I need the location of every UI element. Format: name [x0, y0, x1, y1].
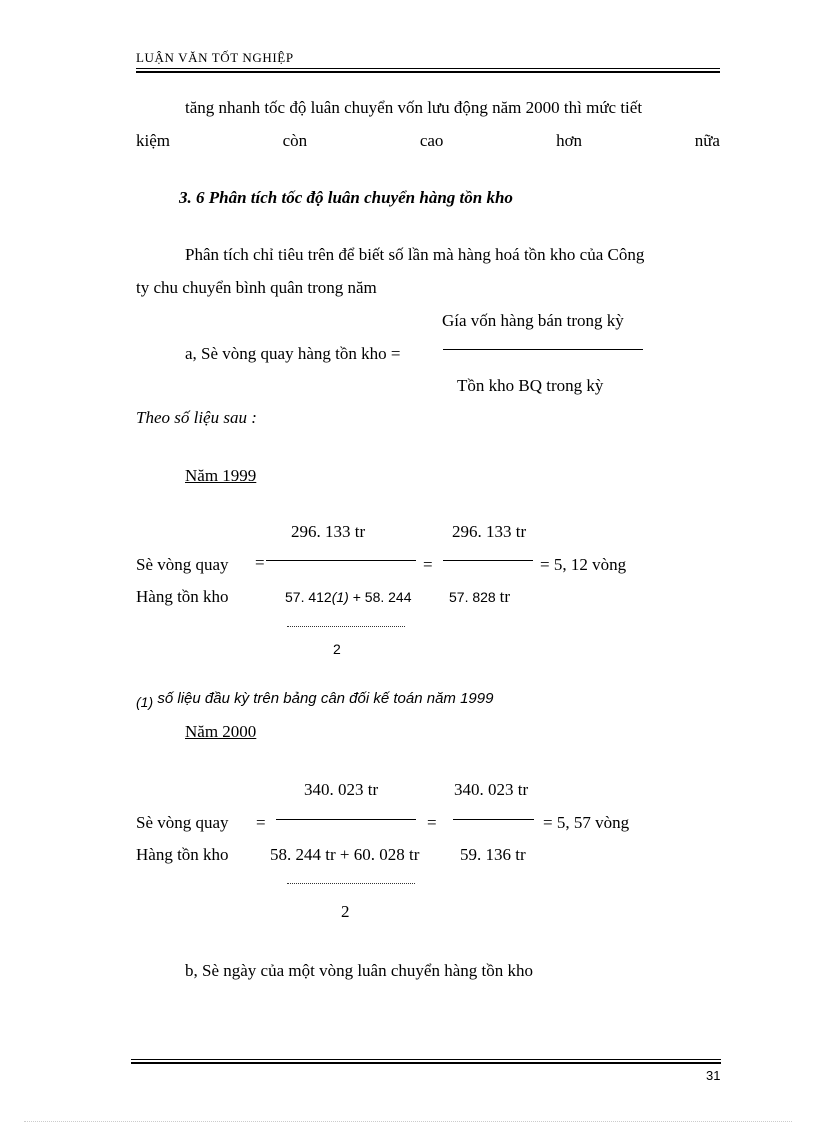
page-bottom-border	[24, 1121, 792, 1122]
y1999-den2-value: 57. 828	[449, 589, 500, 605]
y1999-inner-fraction-bar	[287, 626, 405, 627]
y2000-result: = 5, 57 vòng	[543, 813, 630, 832]
y2000-numerator-1: 340. 023 tr	[304, 780, 379, 799]
y1999-numerator-2: 296. 133 tr	[452, 522, 527, 541]
intro-word: hơn	[556, 131, 583, 150]
para-line-1: Phân tích chỉ tiêu trên để biết số lần mà hàng hoá tồn kho của Công	[185, 245, 645, 264]
y2000-fraction-bar-1	[276, 819, 416, 820]
formula-a-denominator: Tồn kho BQ trong kỳ	[457, 376, 604, 395]
y1999-label-2: Hàng tồn kho	[136, 587, 229, 606]
formula-a-label: a, Sè vòng quay hàng tồn kho =	[185, 344, 401, 363]
intro-word: nữa	[694, 131, 720, 150]
y1999-label-1: Sè vòng quay	[136, 555, 229, 574]
running-header: LUẬN VĂN TỐT NGHIỆP	[136, 50, 294, 65]
y2000-fraction-bar-2	[453, 819, 534, 820]
y1999-den-value-b: + 58. 244	[348, 589, 412, 605]
page-number: 31	[706, 1068, 721, 1083]
y1999-result: = 5, 12 vòng	[540, 555, 627, 574]
y2000-equals-2: =	[427, 813, 437, 832]
year-1999-heading: Năm 1999	[185, 466, 257, 485]
y1999-den2-unit: tr	[499, 587, 510, 606]
header-rule-thin	[136, 68, 720, 69]
y1999-divisor: 2	[333, 641, 341, 657]
y2000-numerator-2: 340. 023 tr	[454, 780, 529, 799]
y1999-equals-2: =	[423, 555, 433, 574]
y2000-denominator-2: 59. 136 tr	[460, 845, 526, 864]
y2000-equals-1: =	[256, 813, 266, 832]
footnote	[136, 692, 493, 712]
y1999-denominator-1	[285, 589, 412, 605]
footnote-marker: (1)	[136, 694, 154, 710]
footnote-text: số liệu đầu kỳ trên bảng cân đối kế toán năm 1999	[157, 690, 494, 707]
intro-word: còn	[282, 131, 308, 150]
y1999-fraction-bar-1	[266, 560, 416, 561]
y1999-footnote-ref: (1)	[331, 589, 349, 605]
header-rule-thick	[136, 71, 720, 73]
formula-a-numerator: Gía vốn hàng bán trong kỳ	[442, 311, 624, 330]
formula-b-label: b, Sè ngày của một vòng luân chuyển hàng tồn kho	[185, 961, 533, 980]
intro-line-2	[136, 131, 720, 151]
y1999-fraction-bar-2	[443, 560, 533, 561]
data-note: Theo số liệu sau :	[136, 408, 257, 427]
footer-rule-thick	[131, 1062, 721, 1064]
y2000-label-1: Sè vòng quay	[136, 813, 229, 832]
y2000-inner-fraction-bar	[287, 883, 415, 884]
intro-word: cao	[419, 131, 444, 150]
formula-a-fraction-bar	[443, 349, 643, 350]
y2000-label-2: Hàng tồn kho	[136, 845, 229, 864]
para-line-2: ty chu chuyển bình quân trong năm	[136, 278, 377, 297]
y2000-divisor: 2	[341, 902, 350, 921]
footer-rule-thin	[131, 1059, 721, 1060]
y1999-numerator-1: 296. 133 tr	[291, 522, 366, 541]
y1999-equals-1: =	[255, 553, 265, 572]
intro-word: kiệm	[136, 131, 170, 150]
y1999-den-value-a: 57. 412	[285, 589, 332, 605]
year-2000-heading: Năm 2000	[185, 722, 257, 741]
intro-line-1: tăng nhanh tốc độ luân chuyển vốn lưu động năm 2000 thì mức tiết	[185, 98, 643, 117]
y1999-denominator-2	[449, 587, 510, 607]
y2000-denominator-1: 58. 244 tr + 60. 028 tr	[270, 845, 420, 864]
section-heading: 3. 6 Phân tích tốc độ luân chuyển hàng tồn kho	[179, 188, 513, 207]
